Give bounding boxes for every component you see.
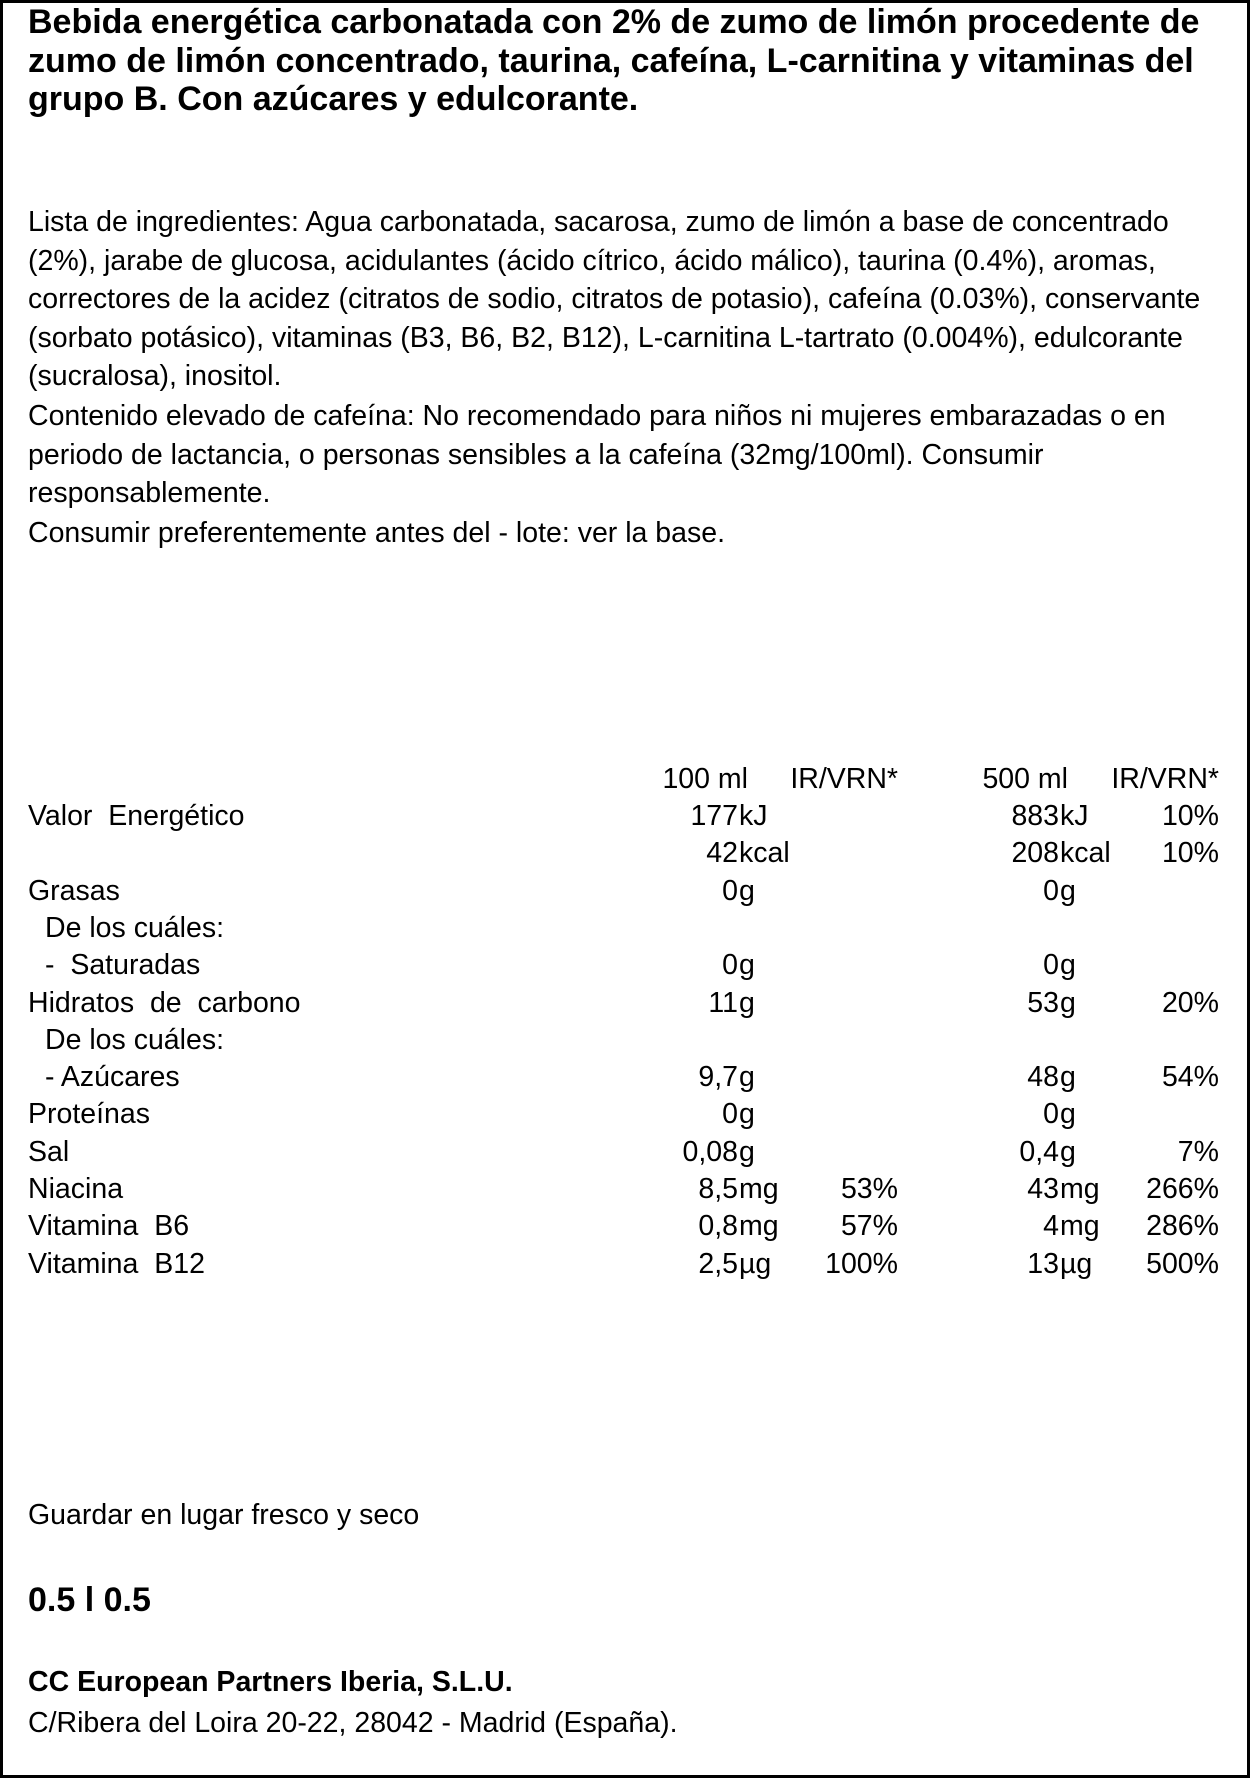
value-100ml: 0,8 (698, 1210, 738, 1242)
irvrn-100ml: 57% (840, 1210, 898, 1242)
value-500ml: 13 (1027, 1248, 1059, 1280)
value-500ml: 43 (1027, 1173, 1059, 1205)
unit-100ml: mg (739, 1210, 779, 1242)
value-500ml: 208 (1011, 837, 1059, 869)
nutrient-label: Vitamina B6 (28, 1210, 190, 1242)
nutrition-table (3, 3, 1250, 1303)
unit-100ml: g (739, 875, 755, 907)
irvrn-500ml: 54% (1161, 1061, 1219, 1093)
irvrn-500ml: 266% (1146, 1173, 1219, 1205)
value-100ml: 2,5 (698, 1248, 738, 1280)
header-irvrn-100ml: IR/VRN* (790, 763, 898, 795)
irvrn-500ml: 7% (1177, 1136, 1219, 1168)
value-100ml: 0 (722, 875, 738, 907)
value-500ml: 0 (1043, 875, 1059, 907)
best-before-note: Consumir preferentemente antes del - lote: ver la base. (28, 517, 726, 549)
value-100ml: 8,5 (698, 1173, 738, 1205)
unit-100ml: kcal (739, 837, 790, 869)
unit-100ml: g (739, 1098, 755, 1130)
unit-100ml: g (739, 987, 755, 1019)
irvrn-100ml: 100% (825, 1248, 898, 1280)
company-address: C/Ribera del Loira 20-22, 28042 - Madrid (España). (28, 1707, 678, 1739)
value-500ml: 53 (1027, 987, 1059, 1019)
value-100ml: 0 (722, 949, 738, 981)
value-500ml: 0,4 (1019, 1136, 1059, 1168)
unit-100ml: g (739, 949, 755, 981)
storage-instructions: Guardar en lugar fresco y seco (28, 1499, 420, 1531)
unit-100ml: g (739, 1136, 755, 1168)
irvrn-100ml: 53% (840, 1173, 898, 1205)
value-100ml: 0,08 (682, 1136, 738, 1168)
unit-500ml: g (1060, 987, 1076, 1019)
unit-500ml: g (1060, 1061, 1076, 1093)
unit-500ml: g (1060, 875, 1076, 907)
header-100ml: 100 ml (662, 763, 748, 795)
nutrient-label: De los cuáles: (45, 1024, 225, 1056)
nutrient-label: Proteínas (28, 1098, 150, 1130)
value-100ml: 177 (690, 800, 738, 832)
value-500ml: 48 (1027, 1061, 1059, 1093)
unit-500ml: g (1060, 1136, 1076, 1168)
irvrn-500ml: 10% (1161, 800, 1219, 832)
nutrient-label: - Azúcares (45, 1061, 180, 1093)
value-500ml: 0 (1043, 949, 1059, 981)
irvrn-500ml: 286% (1146, 1210, 1219, 1242)
unit-500ml: g (1060, 949, 1076, 981)
value-100ml: 42 (706, 837, 738, 869)
value-100ml: 11 (708, 987, 738, 1019)
unit-500ml: kJ (1060, 800, 1089, 832)
nutrient-label: Vitamina B12 (28, 1248, 205, 1280)
unit-500ml: mg (1060, 1210, 1100, 1242)
nutrient-label: Grasas (28, 875, 120, 907)
unit-500ml: kcal (1060, 837, 1111, 869)
product-description-title: Bebida energética carbonatada con 2% de zumo de limón procedente de zumo de limón concentrado, taurina, cafeína, L-carnitina y vitaminas del grupo B. Con azúcares y edulcorante. (28, 3, 1200, 118)
volume-mark: 0.5 l 0.5 (28, 1581, 151, 1619)
value-100ml: 9,7 (698, 1061, 738, 1093)
ingredients-list: Lista de ingredientes: Agua carbonatada, sacarosa, zumo de limón a base de concentrado (2%), jarabe de glucosa, acidulantes (ácido cítrico, ácido málico), taurina (0.4%), aromas, correctores de la acidez (citratos de sodio, citratos de potasio), cafeína (0.03%), conservante (sorbato potásico), vitaminas (B3, B6, B2, B12), L-carnitina L-tartrato (0.004%), edulcorante (sucralosa), inositol. (28, 206, 1201, 392)
nutrient-label: - Saturadas (45, 949, 201, 981)
value-500ml: 883 (1011, 800, 1059, 832)
value-500ml: 0 (1043, 1098, 1059, 1130)
unit-500ml: µg (1060, 1248, 1093, 1280)
nutrient-label: Hidratos de carbono (28, 987, 301, 1019)
irvrn-500ml: 10% (1161, 837, 1219, 869)
unit-100ml: kJ (739, 800, 768, 832)
value-100ml: 0 (722, 1098, 738, 1130)
nutrient-label: Niacina (28, 1173, 124, 1205)
nutrient-label: De los cuáles: (45, 912, 225, 944)
header-500ml: 500 ml (982, 763, 1068, 795)
value-500ml: 4 (1043, 1210, 1059, 1242)
company-name: CC European Partners Iberia, S.L.U. (28, 1666, 513, 1698)
unit-500ml: g (1060, 1098, 1076, 1130)
nutrient-label: Sal (28, 1136, 70, 1168)
unit-100ml: mg (739, 1173, 779, 1205)
caffeine-warning: Contenido elevado de cafeína: No recomendado para niños ni mujeres embarazadas o en periodo de lactancia, o personas sensibles a la cafeína (32mg/100ml). Consumir responsablemente. (28, 400, 1166, 509)
unit-500ml: mg (1060, 1173, 1100, 1205)
nutrient-label: Valor Energético (28, 800, 245, 832)
header-irvrn-500ml: IR/VRN* (1111, 763, 1219, 795)
unit-100ml: µg (739, 1248, 772, 1280)
irvrn-500ml: 500% (1146, 1248, 1219, 1280)
irvrn-500ml: 20% (1161, 987, 1219, 1019)
unit-100ml: g (739, 1061, 755, 1093)
